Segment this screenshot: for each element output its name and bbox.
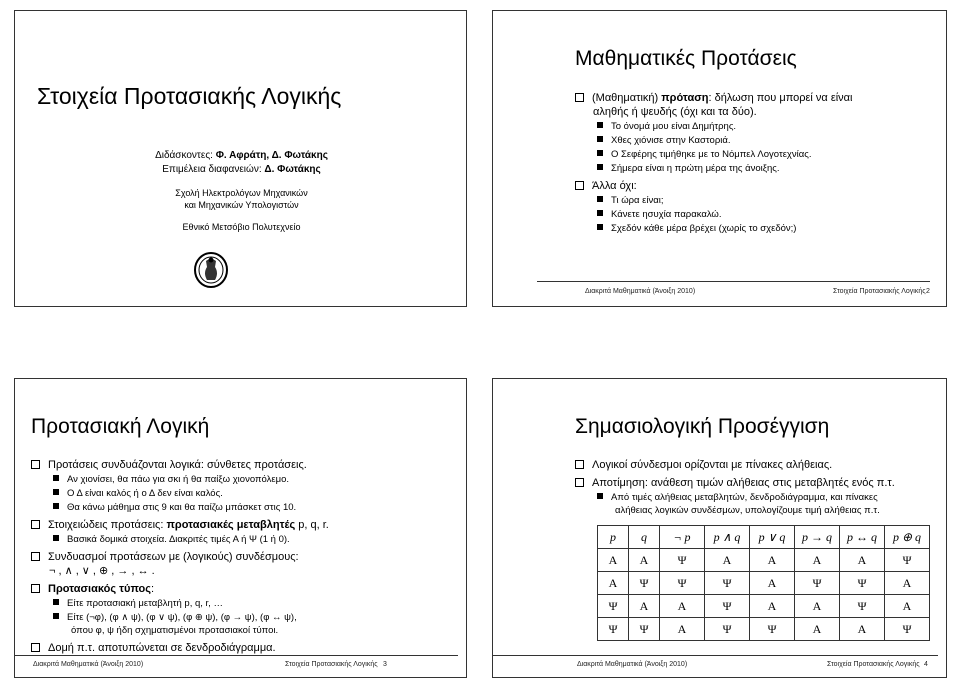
slide-3 [14,378,467,678]
truth-table-cell: Ψ [660,572,705,595]
list-item [31,611,461,637]
slide-1 [14,10,467,307]
footer-course: Διακριτά Μαθηματικά (Άνοιξη 2010) [577,661,688,668]
teachers-names: Φ. Αφράτη, Δ. Φωτάκης [215,150,328,161]
item-text: Άλλα όχι: [592,180,637,192]
truth-table-cell: Ψ [840,595,885,618]
slide-4-list [575,454,945,517]
list-item [575,162,945,175]
teachers-line [15,149,468,163]
footer-rule [537,281,930,282]
item-continuation: όπου φ, ψ ήδη σχηματισμένοι προτασιακοί τύποι. [71,625,279,636]
list-item [31,518,461,532]
truth-table-grid [597,525,930,641]
truth-table [597,525,930,641]
truth-table-cell: Ψ [629,618,660,641]
school-line-2: και Μηχανικών Υπολογιστών [184,200,299,210]
item-bold-term: Προτασιακός τύπος [48,583,152,595]
slide-2-list [575,87,945,235]
hollow-square-bullet-icon [31,643,40,652]
truth-table-cell: Α [885,595,930,618]
list-item [575,134,945,147]
slide-2 [492,10,947,307]
list-item [575,148,945,161]
truth-table-cell: Α [750,549,795,572]
teachers-label: Διδάσκοντες: [155,150,216,161]
item-text: Από τιμές αλήθειας μεταβλητών, δενδροδιάγραμμα, και πίνακες [611,492,878,503]
truth-table-cell: Α [598,549,629,572]
truth-table-cell: Ψ [705,572,750,595]
truth-table-row [598,572,930,595]
hollow-square-bullet-icon [575,93,584,102]
item-text: Βασικά δομικά στοιχεία. Διακριτές τιμές Α ή Ψ (1 ή 0). [67,534,290,545]
list-item [31,582,461,596]
list-item [31,533,461,546]
filled-square-bullet-icon [53,535,59,541]
item-text: Το όνομά μου είναι Δημήτρης. [611,121,737,132]
editor-label: Επιμέλεια διαφανειών: [162,164,265,175]
list-item [31,473,461,486]
item-text-suffix: : [151,583,155,595]
footer-page-number: 4 [924,661,928,668]
list-item [575,222,945,235]
filled-square-bullet-icon [597,136,603,142]
editor-name: Δ. Φωτάκης [264,164,321,175]
item-text: Συνδυασμοί προτάσεων με (λογικούς) συνδέσμους: [48,551,299,563]
truth-table-header-row [598,526,930,549]
truth-table-cell: Α [629,595,660,618]
truth-table-cell: Ψ [598,595,629,618]
truth-table-cell: Ψ [885,618,930,641]
item-text-prefix: (Μαθηματική) [592,92,662,104]
hollow-square-bullet-icon [575,181,584,190]
school [15,187,468,233]
truth-table-cell: Ψ [660,549,705,572]
truth-table-cell: Α [840,618,885,641]
truth-table-cell: Ψ [840,572,885,595]
footer-course: Διακριτά Μαθηματικά (Άνοιξη 2010) [33,661,144,668]
item-continuation: αλήθειας λογικών συνδέσμων, υπολογίζουμε τιμή αλήθειας π.τ. [615,505,880,516]
university-logo [193,251,229,289]
hollow-square-bullet-icon [575,460,584,469]
footer-topic: Στοιχεία Προτασιακής Λογικής [827,661,920,668]
item-continuation: αληθής ή ψευδής (όχι και τα δύο). [593,106,757,118]
item-text: Αν χιονίσει, θα πάω για σκι ή θα παίξω χιονοπόλεμο. [67,474,290,485]
editor-line [15,163,468,177]
slide-4-title: Σημασιολογική Προσέγγιση [575,415,830,438]
truth-table-cell: Α [598,572,629,595]
truth-table-header-cell: p → q [795,526,840,549]
footer-page-number: 3 [383,661,387,668]
hollow-square-bullet-icon [31,584,40,593]
slide-3-list [31,454,461,655]
truth-table-row [598,595,930,618]
slide-2-title: Μαθηματικές Προτάσεις [575,47,797,70]
item-text: Δομή π.τ. αποτυπώνεται σε δενδροδιάγραμμα. [48,642,276,654]
list-item [31,458,461,472]
hollow-square-bullet-icon [575,478,584,487]
list-item [575,194,945,207]
filled-square-bullet-icon [53,475,59,481]
list-item [575,491,945,517]
item-text-suffix: : δήλωση που μπορεί να είναι [708,92,853,104]
truth-table-row [598,618,930,641]
item-text: Λογικοί σύνδεσμοι ορίζονται με πίνακες αλήθειας. [592,459,833,471]
item-text: Ο Δ είναι καλός ή ο Δ δεν είναι καλός. [67,488,223,499]
truth-table-cell: Ψ [705,618,750,641]
truth-table-cell: Α [750,595,795,618]
truth-table-header-cell: p [598,526,629,549]
university-name: Εθνικό Μετσόβιο Πολυτεχνείο [182,222,301,232]
slide-4 [492,378,947,678]
list-item [31,487,461,500]
item-text: Σήμερα είναι η πρώτη μέρα της άνοιξης. [611,163,780,174]
item-bold-term: προτασιακές μεταβλητές [166,519,296,531]
footer-rule [15,655,458,656]
truth-table-header-cell: p ∨ q [750,526,795,549]
truth-table-cell: Α [660,618,705,641]
truth-table-header-cell: p ∧ q [705,526,750,549]
filled-square-bullet-icon [53,613,59,619]
footer-topic: Στοιχεία Προτασιακής Λογικής [285,661,378,668]
item-text: Σχεδόν κάθε μέρα βρέχει (χωρίς το σχεδόν;) [611,223,797,234]
list-item [575,91,945,119]
list-item [31,597,461,610]
filled-square-bullet-icon [597,122,603,128]
hollow-square-bullet-icon [31,552,40,561]
filled-square-bullet-icon [53,599,59,605]
truth-table-cell: Ψ [795,572,840,595]
truth-table-cell: Α [885,572,930,595]
truth-table-row [598,549,930,572]
item-bold-term: πρόταση [661,92,709,104]
slide-3-title: Προτασιακή Λογική [31,415,210,438]
item-text: Θα κάνω μάθημα στις 9 και θα παίζω μπάσκετ στις 10. [67,502,297,513]
list-item [31,550,461,578]
item-text-prefix: Στοιχειώδεις προτάσεις: [48,519,167,531]
item-text: Είτε προτασιακή μεταβλητή p, q, r, … [67,598,223,609]
filled-square-bullet-icon [597,164,603,170]
list-item [575,208,945,221]
truth-table-cell: Ψ [750,618,795,641]
filled-square-bullet-icon [597,224,603,230]
truth-table-cell: Α [660,595,705,618]
filled-square-bullet-icon [597,150,603,156]
truth-table-header-cell: p ↔ q [840,526,885,549]
item-text: Αποτίμηση: ανάθεση τιμών αλήθειας στις μεταβλητές ενός π.τ. [592,477,895,489]
item-text-suffix: p, q, r. [295,519,329,531]
item-text: Χθες χιόνισε στην Καστοριά. [611,135,731,146]
truth-table-cell: Α [840,549,885,572]
school-line-1: Σχολή Ηλεκτρολόγων Μηχανικών [175,188,308,198]
filled-square-bullet-icon [597,493,603,499]
hollow-square-bullet-icon [31,460,40,469]
list-item [575,120,945,133]
truth-table-cell: Α [795,549,840,572]
list-item [575,476,945,490]
truth-table-cell: Ψ [705,595,750,618]
item-text: Είτε (¬φ), (φ ∧ ψ), (φ ∨ ψ), (φ ⊕ ψ), (φ → ψ), (φ ↔ ψ), [67,612,297,623]
filled-square-bullet-icon [53,503,59,509]
truth-table-header-cell: ¬ p [660,526,705,549]
item-text: Ο Σεφέρης τιμήθηκε με το Νόμπελ Λογοτεχνίας. [611,149,812,160]
truth-table-header-cell: p ⊕ q [885,526,930,549]
filled-square-bullet-icon [597,196,603,202]
filled-square-bullet-icon [53,489,59,495]
truth-table-cell: Α [629,549,660,572]
truth-table-header-cell: q [629,526,660,549]
truth-table-cell: Ψ [598,618,629,641]
item-continuation: ¬ , ∧ , ∨ , ⊕ , → , ↔ . [49,565,155,577]
truth-table-cell: Ψ [885,549,930,572]
filled-square-bullet-icon [597,210,603,216]
item-text: Προτάσεις συνδυάζονται λογικά: σύνθετες προτάσεις. [48,459,307,471]
footer-topic: Στοιχεία Προτασιακής Λογικής [833,288,926,295]
truth-table-cell: Α [795,618,840,641]
hollow-square-bullet-icon [31,520,40,529]
item-text: Τι ώρα είναι; [611,195,664,206]
truth-table-cell: Ψ [629,572,660,595]
list-item [575,458,945,472]
list-item [31,501,461,514]
footer-page-number: 2 [926,288,930,295]
credits [15,149,468,177]
list-item [575,179,945,193]
slide-1-title: Στοιχεία Προτασιακής Λογικής [37,83,342,109]
footer-rule [493,655,938,656]
list-item [31,641,461,655]
truth-table-cell: Α [705,549,750,572]
item-text: Κάνετε ησυχία παρακαλώ. [611,209,722,220]
truth-table-cell: Α [750,572,795,595]
footer-course: Διακριτά Μαθηματικά (Άνοιξη 2010) [585,288,696,295]
truth-table-cell: Α [795,595,840,618]
